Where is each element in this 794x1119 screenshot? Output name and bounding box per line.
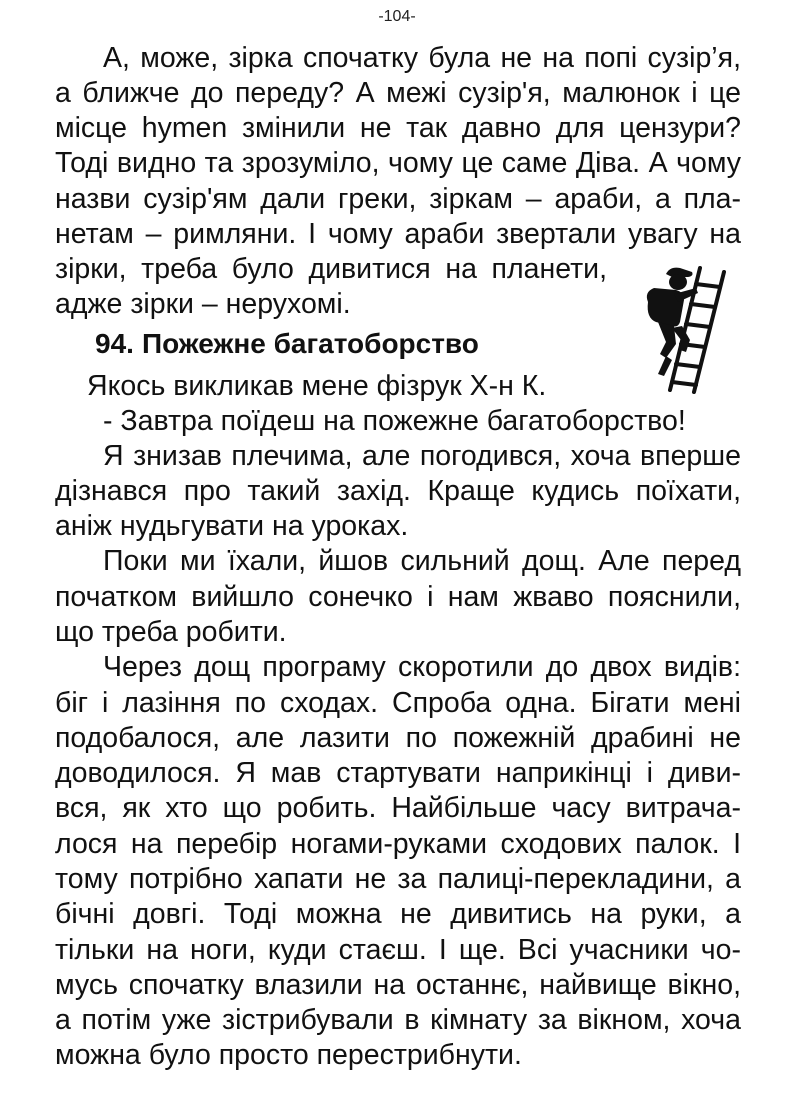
text-line: можна було просто перестрибнути. xyxy=(55,1039,522,1071)
text-line: а ближче до переду? А межі сузір'я, малюнок і це xyxy=(55,77,741,109)
firefighter-climbing-ladder-icon xyxy=(636,262,734,394)
text-line: бічні довгі. Тоді можна не дивитись на руки, а xyxy=(55,898,741,930)
text-line: Я знизав плечима, але погодився, хоча вперше xyxy=(103,440,741,472)
text-line: - Завтра поїдеш на пожежне багатоборство! xyxy=(103,405,686,437)
text-line: А, може, зірка спочатку була не на попі сузір’я, xyxy=(103,42,741,74)
text-line: Якось викликав мене фізрук Х-н К. xyxy=(87,370,547,402)
text-line: аніж нудьгувати на уроках. xyxy=(55,510,409,542)
text-line: що треба робити. xyxy=(55,616,287,648)
text-line: Через дощ програму скоротили до двох видів: xyxy=(103,651,741,683)
text-line: зірки, треба було дивитися на планети, xyxy=(55,253,607,285)
text-line: біг і лазіння по сходах. Спроба одна. Бігати мені xyxy=(55,687,741,719)
text-line: а потім уже зістрибували в кімнату за вікном, хоча xyxy=(55,1004,741,1036)
text-line: Поки ми їхали, йшов сильний дощ. Але перед xyxy=(103,545,741,577)
text-line: лося на перебір ногами-руками сходових палок. І xyxy=(55,828,741,860)
text-line: мусь спочатку влазили на останнє, найвище вікно, xyxy=(55,969,741,1001)
text-line: вся, як хто що робить. Найбільше часу витрача- xyxy=(55,792,741,824)
text-line: доводилося. Я мав стартувати наприкінці і диви- xyxy=(55,757,741,789)
text-line: адже зірки – нерухомі. xyxy=(55,288,351,320)
text-line: тільки на ноги, куди стаєш. І ще. Всі учасники чо- xyxy=(55,934,741,966)
text-line: подобалося, але лазити по пожежній драбині не xyxy=(55,722,741,754)
section-number: 94. xyxy=(95,328,134,359)
text-line: Тоді видно та зрозуміло, чому це саме Діва. А чому xyxy=(55,147,741,179)
text-line: назви сузір'ям дали греки, зіркам – араби, а пла- xyxy=(55,183,741,215)
section-heading xyxy=(95,327,479,361)
text-line: нетам – римляни. І чому араби звертали увагу на xyxy=(55,218,741,250)
text-line: місце hymen змінили не так давно для цензури? xyxy=(55,112,741,144)
text-line: дізнався про такий захід. Краще кудись поїхати, xyxy=(55,475,741,507)
section-title: Пожежне багатоборство xyxy=(141,328,479,359)
text-line: тому потрібно хапати не за палиці-перекладини, а xyxy=(55,863,741,895)
page-number: -104- xyxy=(378,8,416,25)
text-line: початком вийшло сонечко і нам жваво пояснили, xyxy=(55,581,741,613)
